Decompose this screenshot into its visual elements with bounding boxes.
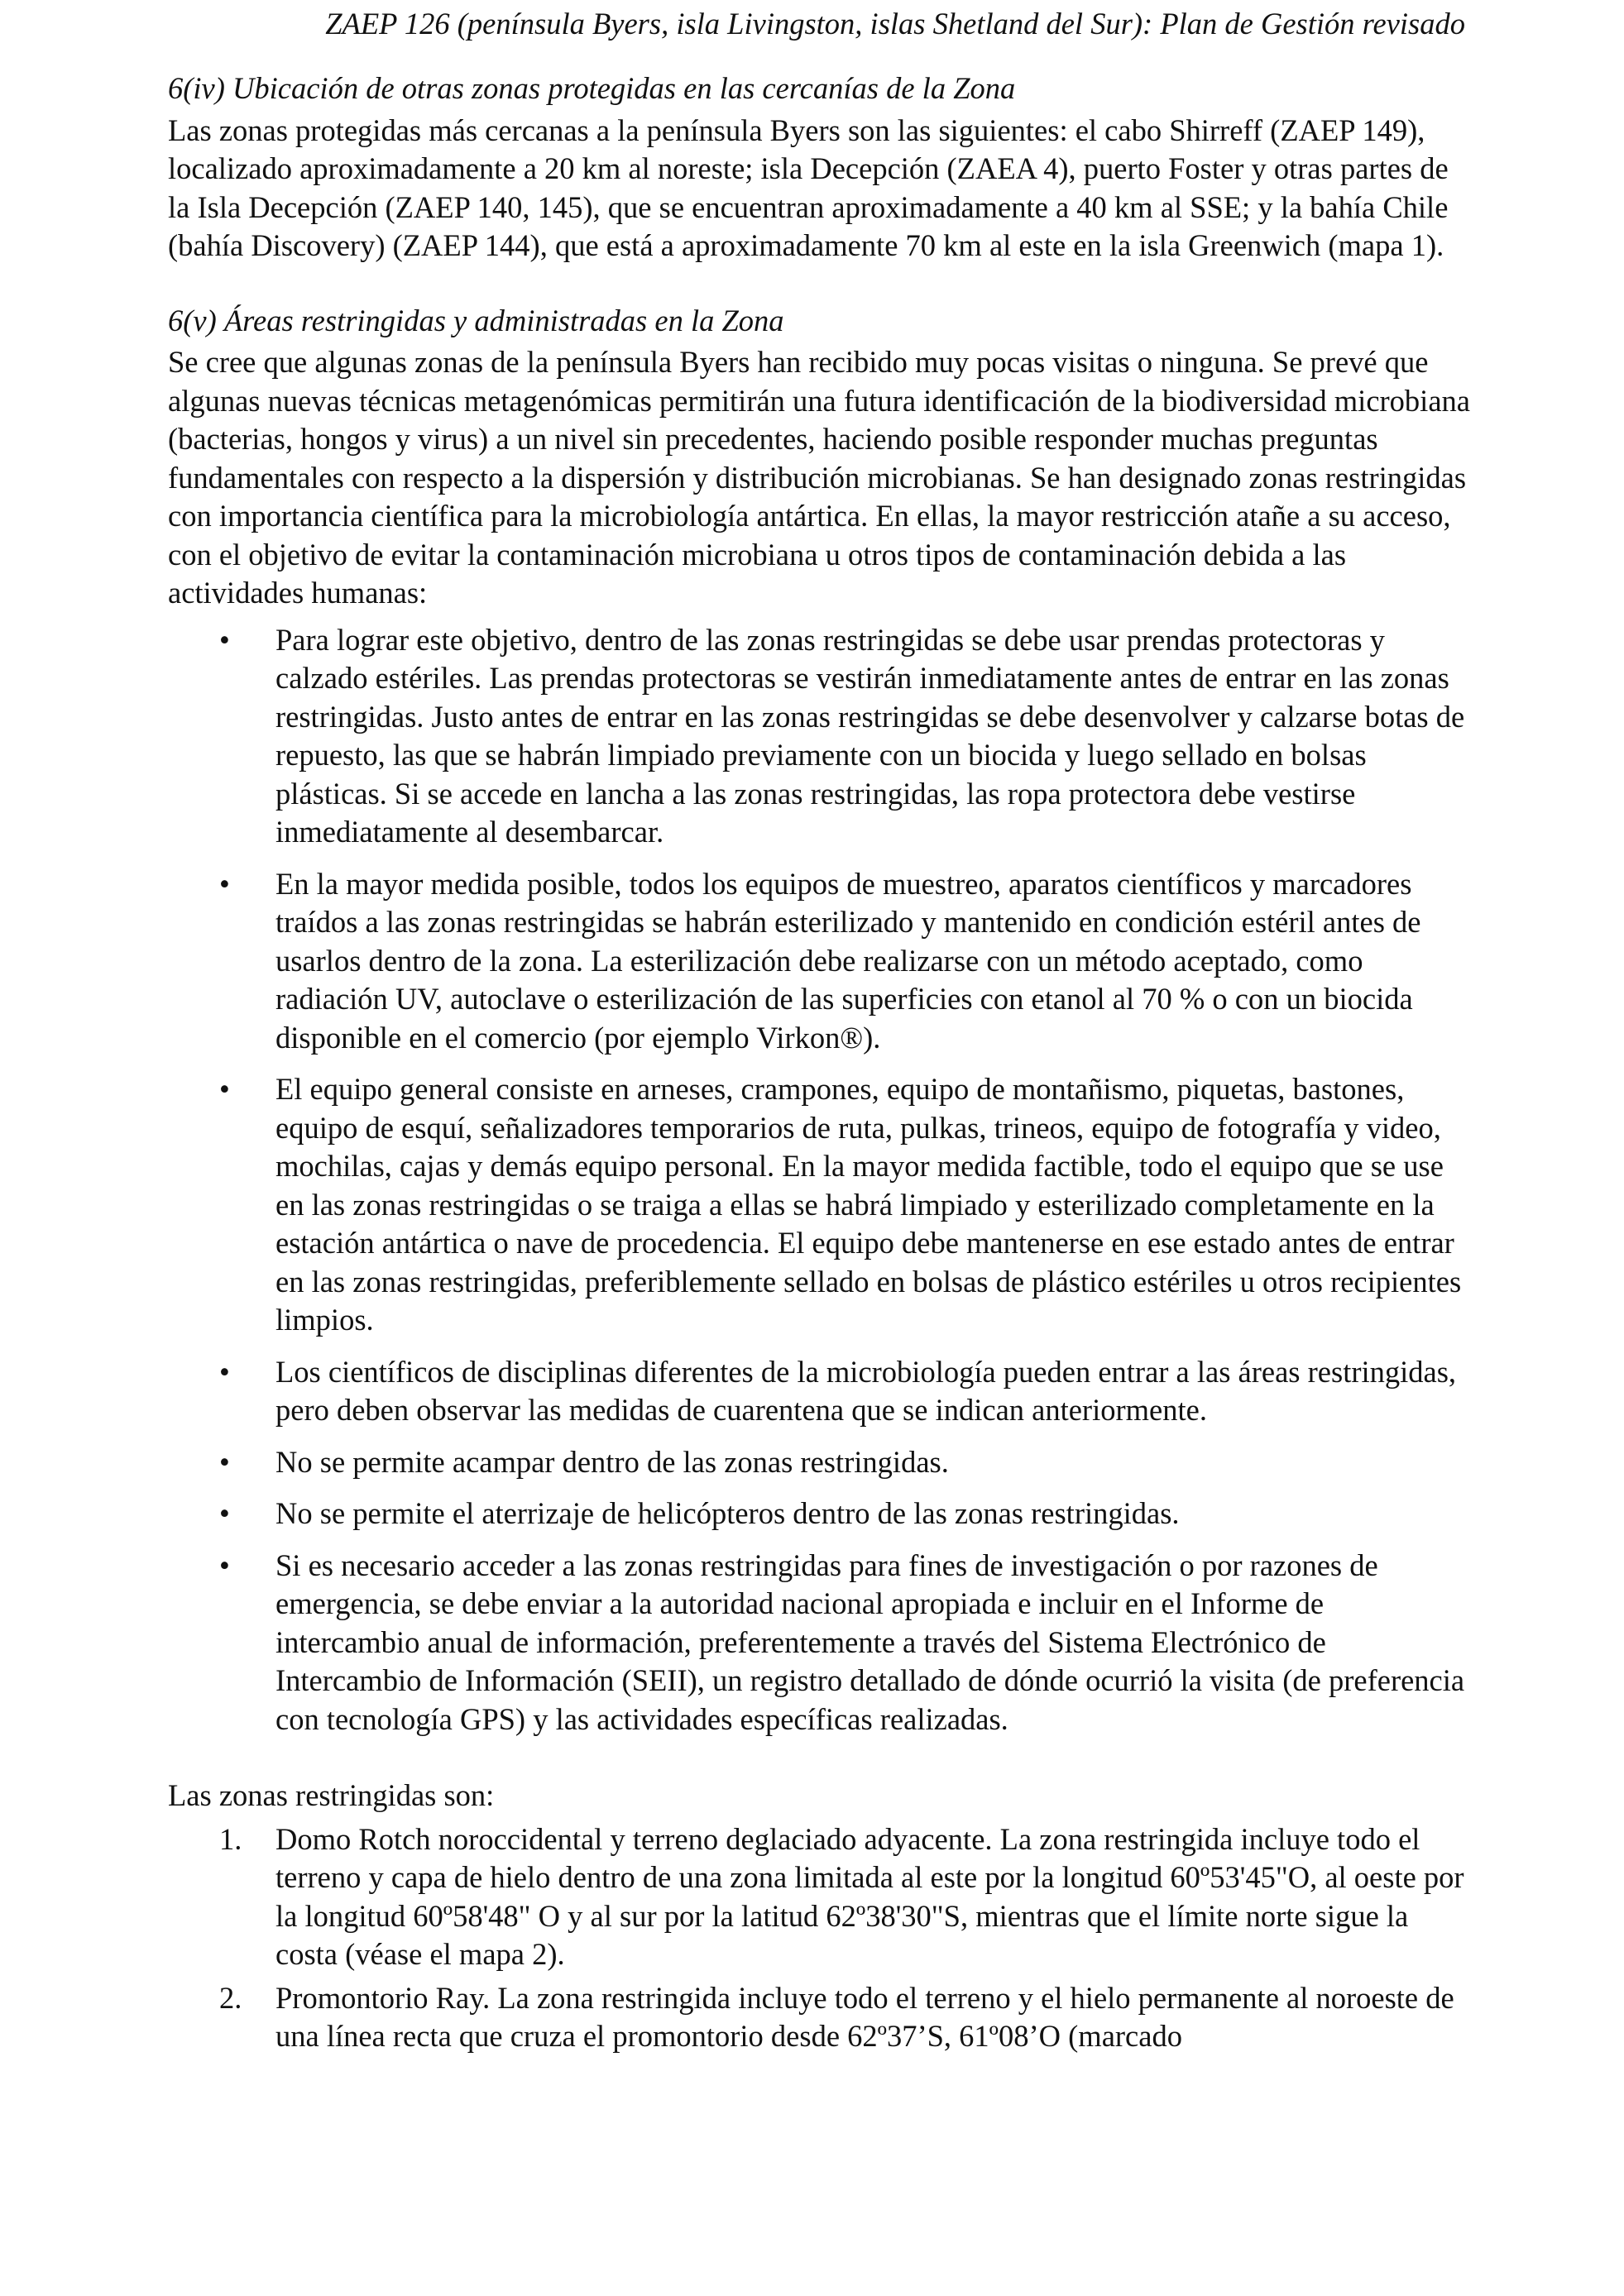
bullet-text: En la mayor medida posible, todos los equipos de muestreo, aparatos científicos y marcadores traídos a las zonas restringidas se habrán esterilizado y mantenido en condición estéril antes de usarlos dentro de la zona. La esterilización debe realizarse con un método aceptado, como radiación UV, autoclave o esterilización de las superficies con etanol al 70 % o con un biocida disponible en el comercio (por ejemplo Virkon®). [275, 866, 1421, 1055]
section-6-iv [168, 69, 1475, 265]
bullet-item [168, 1443, 1475, 1482]
bullet-icon: • [219, 1444, 230, 1479]
bullet-text: No se permite el aterrizaje de helicópteros dentro de las zonas restringidas. [275, 1496, 1180, 1530]
restricted-zones-intro: Las zonas restringidas son: [168, 1778, 495, 1812]
bullet-text: Los científicos de disciplinas diferentes de la microbiología pueden entrar a las áreas restringidas, pero deben observar las medidas de cuarentena que se indican anteriormente. [275, 1354, 1457, 1427]
bullet-item [168, 1547, 1475, 1739]
bullet-icon: • [219, 1354, 230, 1389]
restricted-zone-item [168, 1979, 1475, 2056]
bullet-item [168, 1353, 1475, 1430]
restricted-zone-text: Promontorio Ray. La zona restringida incluye todo el terreno y el hielo permanente al noroeste de una línea recta que cruza el promontorio desde 62º37’S, 61º08’O (marcado [275, 1980, 1454, 2053]
restricted-zones-list [168, 1820, 1475, 2056]
bullet-item [168, 865, 1475, 1058]
section-6-v-heading: 6(v) Áreas restringidas y administradas en la Zona [168, 303, 784, 337]
page-content [168, 69, 1475, 2056]
list-number: 1. [219, 1821, 242, 1856]
bullet-icon: • [219, 1496, 230, 1530]
section-6-iv-heading: 6(iv) Ubicación de otras zonas protegidas en las cercanías de la Zona [168, 71, 1016, 105]
list-number: 2. [219, 1980, 242, 2015]
bullet-text: No se permite acampar dentro de las zonas restringidas. [275, 1444, 949, 1479]
bullet-text: Si es necesario acceder a las zonas restringidas para fines de investigación o por razones de emergencia, se debe enviar a la autoridad nacional apropiada e incluir en el Informe de intercambio anual de información, preferentemente a través del Sistema Electrónico de Intercambio de Información (SEII), un registro detallado de dónde ocurrió la visita (de preferencia con tecnología GPS) y las actividades específicas realizadas. [275, 1547, 1465, 1736]
bullet-item [168, 1070, 1475, 1340]
section-6-v [168, 302, 1475, 1739]
bullet-text: Para lograr este objetivo, dentro de las zonas restringidas se debe usar prendas protectoras y calzado estériles. Las prendas protectoras se vestirán inmediatamente antes de entrar en las zonas restringidas. Justo antes de entrar en las zonas restringidas se debe desenvolver y calzarse botas de repuesto, las que se habrán limpiado previamente con un biocida y luego sellado en bolsas plásticas. Si se accede en lancha a las zonas restringidas, las ropa protectora debe vestirse inmediatamente al desembarcar. [275, 622, 1465, 849]
section-6-iv-body: Las zonas protegidas más cercanas a la península Byers son las siguientes: el cabo Shirreff (ZAEP 149), localizado aproximadamente a 20 km al noreste; isla Decepción (ZAEA 4), puerto Foster y otras partes de la Isla Decepción (ZAEP 140, 145), que se encuentran aproximadamente a 40 km al SSE; y la bahía Chile (bahía Discovery) (ZAEP 144), que está a aproximadamente 70 km al este en la isla Greenwich (mapa 1). [168, 112, 1449, 262]
restricted-zone-item [168, 1820, 1475, 1974]
section-6-v-body: Se cree que algunas zonas de la península Byers han recibido muy pocas visitas o ninguna. Se prevé que algunas nuevas técnicas metagenómicas permitirán una futura identificación de la biodiversidad microbiana (bacterias, hongos y virus) a un nivel sin precedentes, haciendo posible responder muchas preguntas fundamentales con respecto a la dispersión y distribución microbianas. Se han designado zonas restringidas con importancia científica para la microbiología antártica. En ellas, la mayor restricción atañe a su acceso, con el objetivo de evitar la contaminación microbiana u otros tipos de contaminación debida a las actividades humanas: [168, 345, 1470, 610]
bullet-icon: • [219, 1072, 230, 1106]
bullet-icon: • [219, 866, 230, 901]
restricted-zone-text: Domo Rotch noroccidental y terreno deglaciado adyacente. La zona restringida incluye todo el terreno y capa de hielo dentro de una zona limitada al este por la longitud 60º53'45"O, al oeste por la longitud 60º58'48" O y al sur por la latitud 62º38'30"S, mientras que el límite norte sigue la costa (véase el mapa 2). [275, 1821, 1464, 1971]
bullet-icon: • [219, 1547, 230, 1582]
restriction-bullet-list [168, 621, 1475, 1739]
bullet-item [168, 621, 1475, 852]
bullet-item [168, 1495, 1475, 1533]
running-header: ZAEP 126 (península Byers, isla Livingston, islas Shetland del Sur): Plan de Gestión revisado [325, 7, 1465, 41]
bullet-icon: • [219, 622, 230, 657]
bullet-text: El equipo general consiste en arneses, crampones, equipo de montañismo, piquetas, bastones, equipo de esquí, señalizadores temporarios de ruta, pulkas, trineos, equipo de fotografía y video, mochilas, cajas y demás equipo personal. En la mayor medida factible, todo el equipo que se use en las zonas restringidas o se traiga a ellas se habrá limpiado y esterilizado completamente en la estación antártica o nave de procedencia. El equipo debe mantenerse en ese estado antes de entrar en las zonas restringidas, preferiblemente sellado en bolsas de plástico estériles u otros recipientes limpios. [275, 1072, 1462, 1337]
